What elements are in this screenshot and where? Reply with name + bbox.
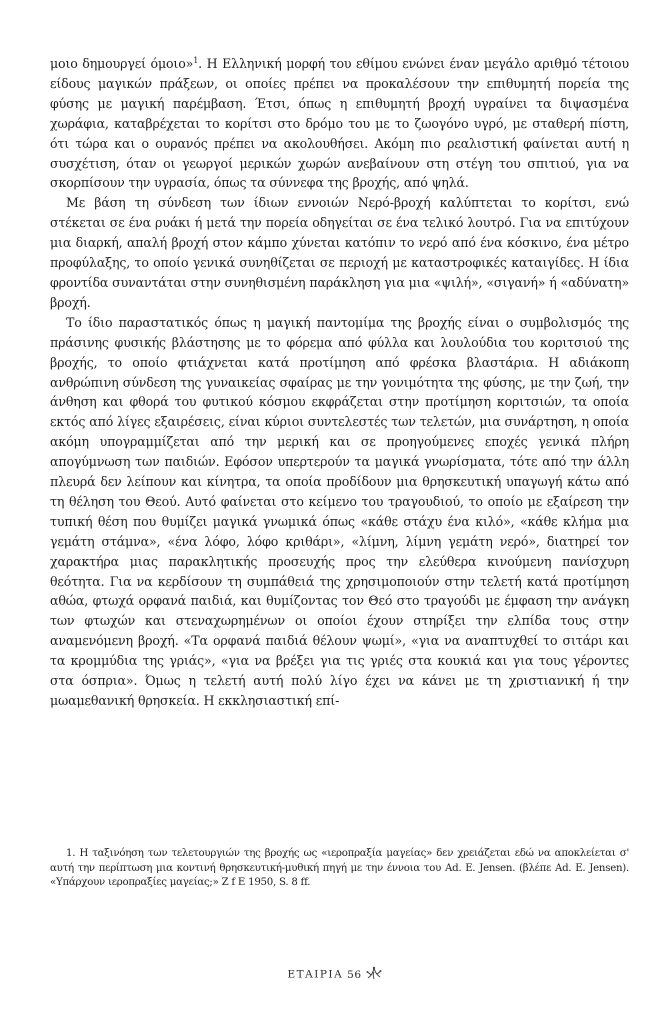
footer-label: ΕΤΑΙΡΙΑ (287, 968, 344, 981)
paragraph-1-rest: . Η Ελληνική μορφή του εθίμου ενώνει έναν μεγάλο αριθμό τέτοιου είδους μαγικών πράξεων, οι οποίες πρέπει να προκαλέσουν την επιθυμητή πορεία της φύσης με μαγική παρέμβαση. Έτσι, όπως η επιθυμητή βροχή υγραίνει τα διψασμένα χωράφια, καταβρέχεται το κορίτσι στο δρόμο του με το ζωογόνο υγρό, με σταθερή πίστη, ότι τώρα και ο ουρανός πρέπει να ακολουθήσει. Ακόμη πιο ρεαλιστική φαίνεται αυτή η συσχέτιση, όταν οι γεωργοί μερικών χωρών ανεβαίνουν στη στέγη του σπιτιού, για να σκορπίσουν την υγρασία, όπως τα σύννεφα της βροχής, από ψηλά. (50, 56, 629, 191)
page-number: 56 (347, 968, 362, 981)
main-text (50, 54, 629, 711)
paragraph-2: Με βάση τη σύνδεση των ίδιων εννοιών Νερό-βροχή καλύπτεται το κορίτσι, ενώ στέκεται σε ένα ρυάκι ή μετά την πορεία οδηγείται σε ένα τελικό λουτρό. Για να επιτύχουν μια διαρκή, απαλή βροχή στον κάμπο χύνεται κατόπιν το νερό από ένα κόσκινο, ένα μέτρο προφύλαξης, το οποίο γενικά συνηθίζεται σε περιοχή με καταστροφικές καταιγίδες. Η ίδια φροντίδα συναντάται στην συνηθισμένη παράκληση για μια «ψιλή», «σιγανή» ή «αδύνατη» βροχή. (50, 195, 629, 310)
footnote-reference[interactable]: 1 (193, 55, 199, 65)
paragraph-1 (50, 54, 629, 193)
paragraph-1-start: μοιο δημουργεί όμοιο» (50, 56, 194, 71)
floral-ornament-icon (366, 966, 382, 983)
paragraph-3: Το ίδιο παραστατικός όπως η μαγική παντομίμα της βροχής είναι ο συμβολισμός της πράσινης φυσικής βλάστησης με το φόρεμα από φύλλα και λουλούδια του κοριτσιού της βροχής, το οποίο φτιάχνεται κατά προτίμηση από φρέσκα βλαστάρια. Η αδιάκοπη ανθρώπινη σύνδεση της γυναικείας σφαίρας με την γονιμότητα της φύσης, με την ζωή, την άνθηση και φθορά του φυτικού κόσμου εκφράζεται στην προτίμηση κοριτσιών, τα οποία εκτός από λίγες εξαιρέσεις, είναι κύριοι συντελεστές των τελετών, μια συνάρτηση, η οποία ακόμη υπογραμμίζεται από την μερική και σε προηγούμενες εποχές γενικά πλήρη απογύμνωση των παιδιών. Εφόσον υπερτερούν τα μαγικά γνωρίσματα, τότε από την άλλη πλευρά δεν λείπουν και κίνητρα, τα οποία προδίδουν μια θρησκευτική υπαγωγή κάτω από τη θέληση του Θεού. Αυτό φαίνεται στο κείμενο του τραγουδιού, το οποίο με εξαίρεση την τυπική θέση που θυμίζει μαγικά γνωμικά όπως «κάθε στάχυ ένα κιλό», «κάθε κλήμα μια γεμάτη στάμνα», «ένα λόφο, λόφο κριθάρι», «λίμνη, λίμνη γεμάτη νερό», διατηρεί τον χαρακτήρα μιας παρακλητικής προσευχής προς την ελεύθερα κινούμενη πανίσχυρη θεότητα. Για να κερδίσουν τη συμπάθειά της χρησιμοποιούν στην τελετή κατά προτίμηση αθώα, φτωχά ορφανά παιδιά, και θυμίζοντας τον Θεό στο τραγούδι με έμφαση την ανάγκη των φτωχών και στεναχωρημένων οι οποίοι έχουν στηρίξει την ελπίδα τους στην αναμενόμενη βροχή. «Τα ορφανά παιδιά θέλουν ψωμί», «για να αναπτυχθεί το σιτάρι και τα κρομμύδια της γριάς», «για να βρέξει για τις γριές στα κουκιά και για τους γέροντες στα όσπρια». Όμως η τελετή αυτή πολύ λίγο έχει να κάνει με τη χριστιανική ή την μωαμεθανική θρησκεία. Η εκκλησιαστική επί- (50, 314, 629, 708)
footnote (50, 847, 629, 891)
footnote-text: 1. Η ταξινόηση των τελετουργιών της βροχής ως «ιεροπραξία μαγείας» δεν χρειάζεται εδώ να αποκλείεται σ' αυτή την περίπτωση μια κοντινή θρησκευτική-μυθική πηγή με την έννοια του Ad. E. Jensen. (βλέπε Ad. E. Jensen). «Υπάρχουν ιεροπραξίες μαγείας;» Z f E 1950, S. 8 ff. (50, 848, 629, 889)
page-footer (0, 966, 669, 983)
